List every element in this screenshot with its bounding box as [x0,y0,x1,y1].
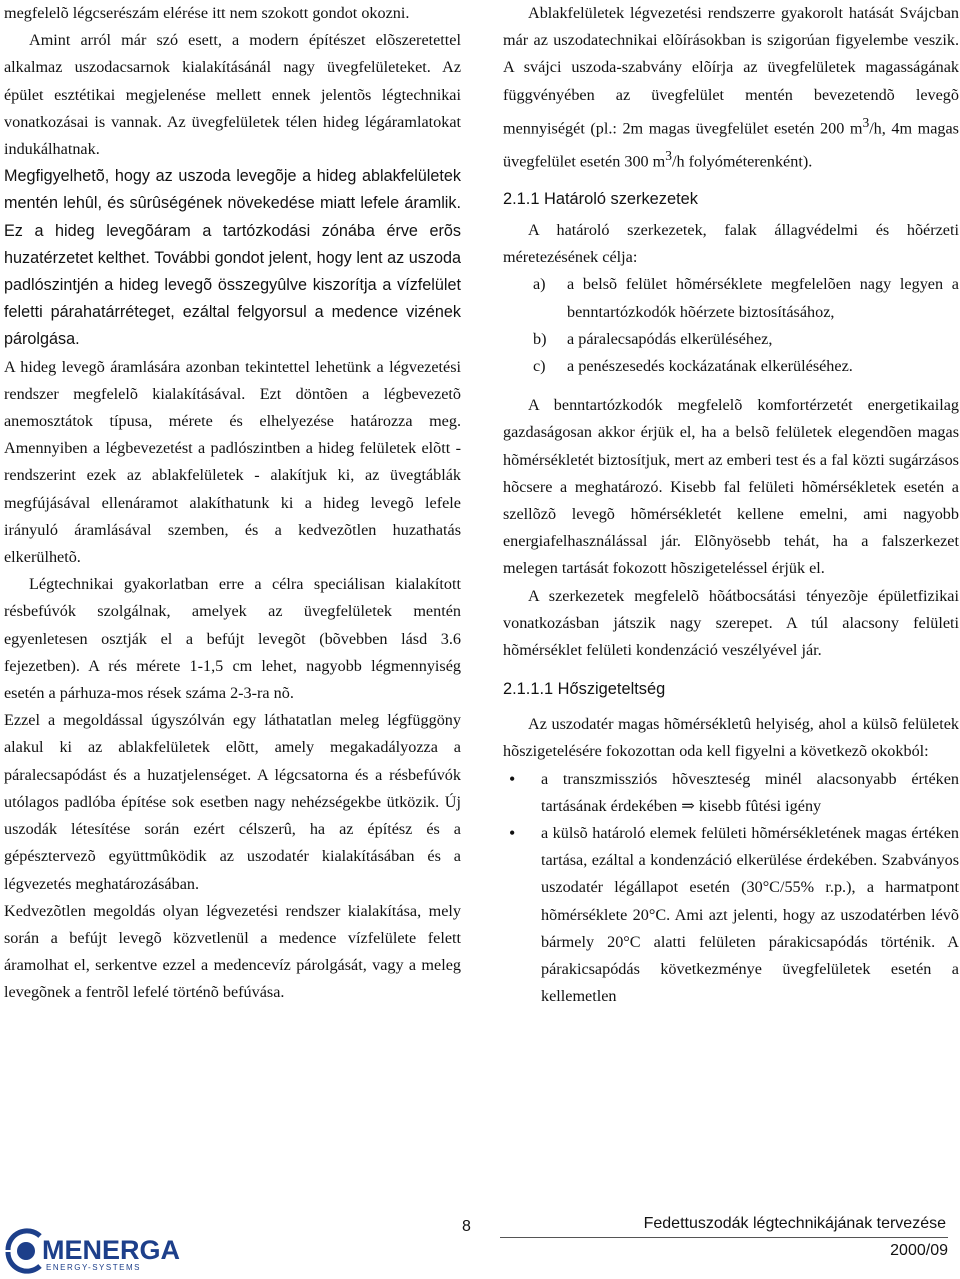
text-run: /h folyóméterenként). [672,152,813,171]
list-text: a belsõ felület hõmérséklete megfelelõen nagy legyen a benntartózkodók hõérzete biztosításához, [567,275,959,321]
section-heading: 2.1.1 Határoló szerkezetek [503,190,698,208]
paragraph: Légtechnikai gyakorlatban erre a célra speciálisan kialakított résbefúvók szolgálnak, amelyek az üvegfelületek mentén egyenletesen osztják el a befújt levegõt (bõvebben lásd 3.6 fejezetben). A rés mérete 1-1,5 cm lehet, nagyobb légmennyiség esetén a párhuza-mos rések száma 2-3-ra nõ. [4,575,461,703]
arrow-icon: ⇒ [681,796,695,815]
page-footer [0,1210,960,1279]
list-item [503,766,959,820]
bullet-icon: • [509,823,516,844]
footer-rule [500,1237,948,1238]
paragraph: Megfigyelhetõ, hogy az uszoda levegõje a hideg ablakfelületek mentén lehûl, és sûrûségének növekedése miatt lefele áramlik. Ez a hideg levegõáram a tartózkodási zónába érve erõs huzatérzetet kelthet. További gondot jelent, hogy lent az uszoda padlószintjén a hideg levegõ összegyûlve kiszorítja a vízfelület feletti párahatárréteget, ezáltal felgyorsul a medence vizének párolgása. [4,167,461,349]
paragraph: A hideg levegõ áramlására azonban tekintettel lehetünk a légvezetési rendszer megfelelõ kialakításával. Ezt döntõen a légbevezetõ anemosztátok típusa, mérete és elhelyezése határozza meg. Amennyiben a légbevezetést a padlószintben a hideg felületek elõtt - rendszerint ezek az ablakfelületek - alakítjuk ki, az üvegtáblák megfújásával ellenáramot alakíthatunk ki a hideg levegõ lefele irányuló áramlásával szemben, és a kedvezõtlen huzathatás elkerülhetõ. [4,357,461,567]
logo-tagline: ENERGY-SYSTEMS [46,1263,141,1272]
paragraph: A szerkezetek megfelelõ hõátbocsátási tényezõje épületfizikai vonatkozásban játszik nagy szerepet. A túl alacsony felületi hõmérséklet felületi kondenzáció veszélyével jár. [503,586,959,660]
paragraph: A határoló szerkezetek, falak állagvédelmi és hõérzeti méretezésének célja: [503,221,959,267]
page-number: 8 [462,1218,471,1235]
paragraph: Amint arról már szó esett, a modern építészet elõszeretettel alkalmaz uszodacsarnok kialakításánál nagy üvegfelületeket. Az épület esztétikai megjelenése mellett ennek jelentõs légtechnikai vonatkozásai is vannak. Az üvegfelületek télen hideg légáramlatokat indukálhatnak. [4,31,461,159]
section-heading: 2.1.1.1 Hőszigeteltség [503,680,666,699]
lettered-list [503,271,959,380]
list-text: a penészesedés kockázatának elkerüléséhez. [567,357,853,376]
list-item [503,353,959,380]
list-label: b) [533,329,547,348]
footer-date: 2000/09 [890,1242,948,1259]
text-run: /h, 4m magas üvegfelület esetén 300 m [503,119,959,171]
list-text: a külsõ határoló elemek felületi hõmérsékletének magas értéken tartása, ezáltal a kondenzáció elkerülése érdekében. Szabványos uszodatér légállapot esetén (30°C/55% r.p.), a harmatpont hõmérséklete 20°C. Ami azt jelenti, hogy az uszodatérben lévõ bármely 20°C alatti felületen párakicsapódás történik. A párakicsapódás következménye üvegfelületek esetén a kellemetlen [541,824,959,1006]
paragraph: Ezzel a megoldással úgyszólván egy láthatatlan meleg légfüggöny alakul ki az ablakfelületek elõtt, amely megakadályozza a páralecsapódást és a huzatjelenséget. A légcsatorna és a résbefúvók utólagos padlóba építése sok esetben nagy nehézségekbe ütközik. Új uszodák létesítése során ezért célszerû, ha az építész és a gépésztervezõ együttmûködik az uszodatér kialakításában és a légvezetés meghatározásában. [4,711,461,893]
logo-mark [8,1231,40,1271]
list-label: a) [533,275,546,294]
list-item [503,326,959,353]
bullet-list [503,766,959,1011]
paragraph: A benntartózkodók megfelelõ komfortérzetét energetikailag gazdaságosan akkor érjük el, ha a belsõ felületek elegendõen magas hõmérsékletét biztosítjuk, mert az emberi test és a fal közti sugárzásos hõcsere a meghatározó. Kisebb fal felületi hõmérsékletek esetén a szellõzõ levegõ hõmérsékletét kellene emelni, ami nagyobb energiafelhasználással jár. Elõnyösebb tehát, ha a falszerkezet melegen tartását fokozott hõszigeteléssel érjük el. [503,396,959,578]
superscript: 3 [665,148,673,164]
right-column [503,0,959,1010]
paragraph: Az uszodatér magas hõmérsékletû helyiség, ahol a külsõ felületek hõszigetelésére fokozottan oda kell figyelni a következõ okokból: [503,715,959,761]
bullet-icon: • [509,768,516,789]
paragraph: Kedvezõtlen megoldás olyan légvezetési rendszer kialakítása, mely során a befújt levegõ közvetlenül a medence vízfelülete felett áramolhat el, serkentve ezzel a medencevíz párolgását, vagy a meleg levegõnek a fentrõl lefelé történõ befúvása. [4,901,461,1002]
paragraph [503,0,959,176]
list-item [503,271,959,325]
superscript: 3 [862,114,870,130]
list-label: c) [533,357,546,376]
logo-wordmark: MENERGA [42,1235,181,1265]
footer-title: Fedettuszodák légtechnikájának tervezése [643,1215,946,1232]
menerga-logo [4,1226,186,1274]
list-item [503,820,959,1010]
left-column [4,0,461,1007]
list-text: a páralecsapódás elkerüléséhez, [567,329,773,348]
list-text: a transzmissziós hõveszteség minél alacsonyabb értéken tartásának érdekében [541,769,959,815]
text-run: Ablakfelületek légvezetési rendszerre gyakorolt hatását Svájcban már az uszodatechnikai elõírásokban is szigorúan figyelembe veszik. A svájci uszoda-szabvány elõírja az üvegfelületek magasságának függvényében az üvegfelület mentén bevezetendõ levegõ mennyiségét (pl.: 2m magas üvegfelület esetén 200 m [503,4,959,138]
paragraph: megfelelõ légcserészám elérése itt nem szokott gondot okozni. [4,4,410,22]
list-text: kisebb fûtési igény [694,796,822,815]
